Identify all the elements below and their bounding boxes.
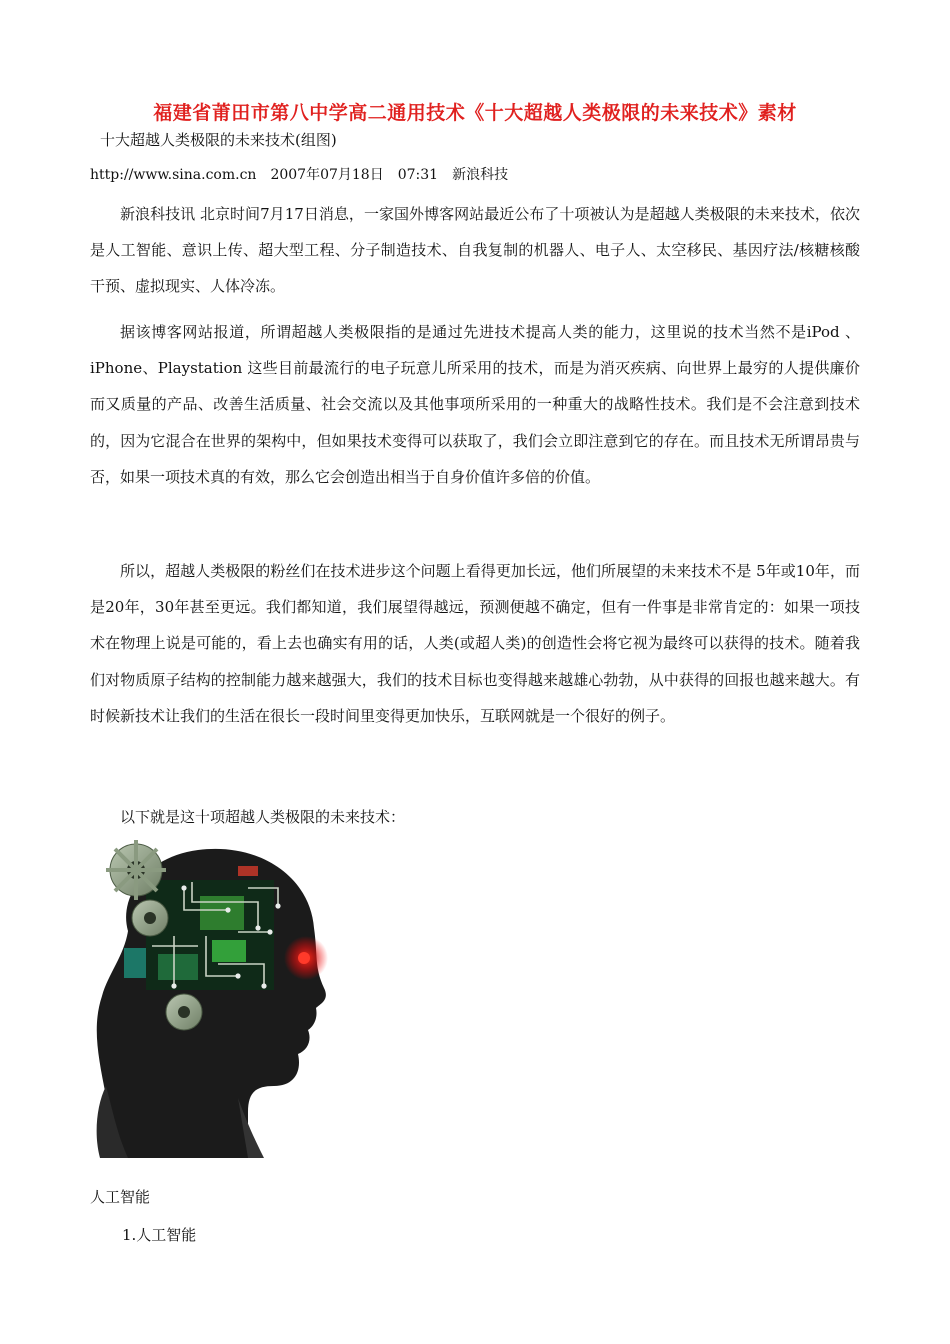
figure-caption: 人工智能 — [90, 1188, 151, 1206]
list-item-1: 1.人工智能 — [122, 1226, 197, 1244]
source-name: 新浪科技 — [452, 167, 509, 183]
article-meta — [90, 164, 522, 184]
document-title: 福建省莆田市第八中学高二通用技术《十大超越人类极限的未来技术》素材 — [153, 102, 797, 124]
publish-date: 2007年07月18日 — [270, 167, 384, 183]
source-url: http://www.sina.com.cn — [90, 167, 257, 183]
head-circuit-illustration — [88, 836, 332, 1166]
document-subtitle: 十大超越人类极限的未来技术(组图) — [100, 131, 337, 149]
paragraph-outlook: 所以，超越人类极限的粉丝们在技术进步这个问题上看得更加长远，他们所展望的未来技术不是 5年或10年，而是20年，30年甚至更远。我们都知道，我们展望得越远，预测便越不确定，但有一件事是非常肯定的：如果一项技术在物理上说是可能的，看上去也确实有用的话，人类(或超人类)的创造性会将它视为最终可以获得的技术。随着我们对物质原子结构的控制能力越来越强大，我们的技术目标也变得越来越雄心勃勃，从中获得的回报也越来越大。有时候新技术让我们的生活在很长一段时间里变得更加快乐，互联网就是一个很好的例子。 — [90, 562, 860, 725]
publish-time: 07:31 — [397, 167, 439, 183]
paragraph-intro: 新浪科技讯 北京时间7月17日消息，一家国外博客网站最近公布了十项被认为是超越人类极限的未来技术，依次是人工智能、意识上传、超大型工程、分子制造技术、自我复制的机器人、电子人、太空移民、基因疗法/核糖核酸干预、虚拟现实、人体冷冻。 — [90, 205, 860, 296]
paragraph-definition: 据该博客网站报道，所谓超越人类极限指的是通过先进技术提高人类的能力，这里说的技术当然不是iPod 、iPhone、Playstation 这些目前最流行的电子玩意儿所采用的技术，而是为消灭疾病、向世界上最穷的人提供廉价而又质量的产品、改善生活质量、社会交流以及其他事项所采用的一种重大的战略性技术。我们是不会注意到技术的，因为它混合在世界的架构中，但如果技术变得可以获取了，我们会立即注意到它的存在。而且技术无所谓昂贵与否，如果一项技术真的有效，那么它会创造出相当于自身价值许多倍的价值。 — [90, 323, 860, 486]
paragraph-list-intro: 以下就是这十项超越人类极限的未来技术： — [120, 808, 406, 826]
